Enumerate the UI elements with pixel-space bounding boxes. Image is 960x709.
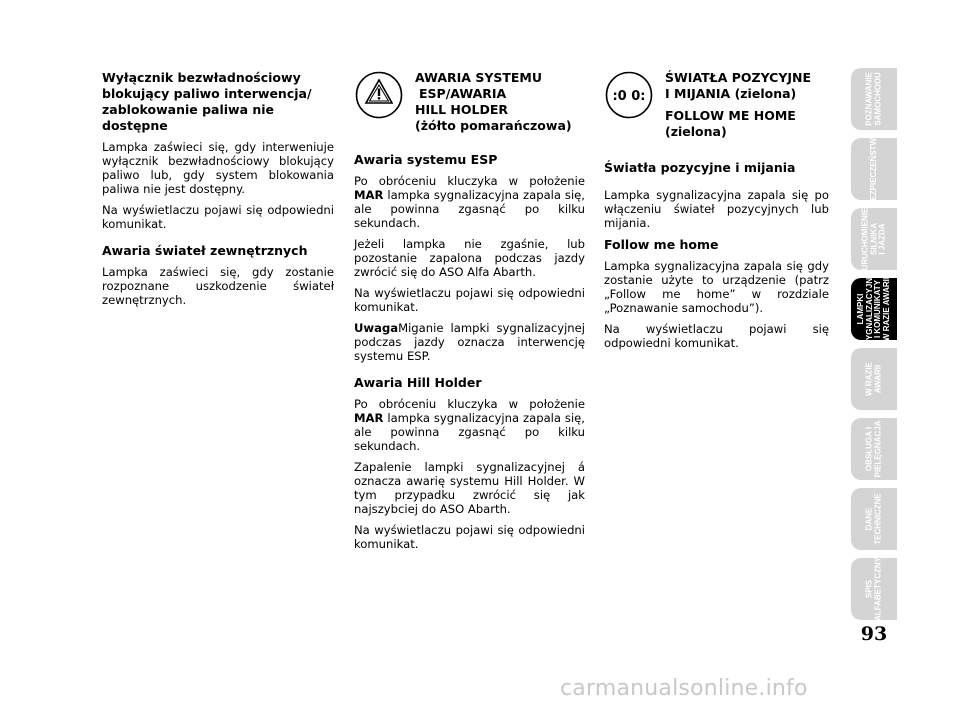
tab-w-razie-awarii[interactable] [851, 348, 897, 410]
paragraph: Lampka sygnalizacyjna zapala się po włączeniu świateł pozycyjnych lub mijania. [604, 188, 829, 230]
header-line [665, 86, 811, 102]
tab-spis[interactable] [851, 558, 897, 620]
paragraph: Na wyświetlaczu pojawi się odpowiedni komunikat. [354, 523, 585, 551]
paragraph [354, 397, 585, 453]
page-number: 93 [860, 623, 888, 645]
paragraph [354, 321, 585, 363]
tab-uruchomienie[interactable] [851, 208, 897, 270]
paragraph: Zapalenie lampki sygnalizacyjnej á oznacza awarię systemu Hill Holder. W tym przypadku zwrócić się jak najszybciej do ASO Abarth. [354, 460, 585, 516]
tab-label: DANE TECHNICZNE [864, 493, 882, 545]
text: I MIJANIA [665, 86, 731, 101]
keyword: MAR [354, 411, 384, 425]
header-line: HILL HOLDER [415, 102, 508, 117]
keyword: Uwaga [354, 321, 399, 335]
paragraph: Na wyświetlaczu pojawi się odpowiedni komunikat. [354, 286, 585, 314]
lights-header-title [665, 70, 811, 140]
tab-label: SPIS ALFABETYCZNY [864, 557, 882, 621]
lights-header [604, 70, 829, 148]
position-lights-icon [604, 70, 654, 120]
tab-label: W RAZIE AWARII [864, 362, 882, 396]
paragraph: Lampka zaświeci się, gdy interweniuje wyłącznik bezwładnościowy blokujący paliwo lub, gdy system blokowania paliwa nie jest dostępny. [102, 140, 334, 196]
header-line: (zielona) [665, 124, 727, 139]
tab-lampki[interactable] [851, 272, 897, 346]
header-line: AWARIA SYSTEMU [415, 70, 543, 85]
tab-label: OBSŁUGA I PIELĘGNACJA [864, 420, 882, 478]
tab-label: BEZPIECZEŃSTWO [868, 131, 878, 207]
paragraph: Lampka sygnalizacyjna zapala się gdy zostanie użyte to urządzenie (patrz „Follow me home” w rozdziale „Poznawanie samochodu”). [604, 259, 829, 315]
column-3 [604, 70, 829, 357]
esp-header [354, 70, 585, 140]
text: Miganie lampki sygnalizacyjnej podczas jazdy oznacza interwencję systemu ESP. [354, 321, 585, 363]
section-title-follow-me-home: Follow me home [604, 237, 719, 252]
section-title-hill-holder: Awaria Hill Holder [354, 375, 482, 390]
text: lampka sygnalizacyjna zapala się, ale powinna zgasnąć po kilku sekundach. [354, 188, 585, 230]
header-line: ŚWIATŁA POZYCYJNE [665, 70, 812, 85]
text: (zielona) [730, 86, 797, 101]
tab-label: POZNAWANIE SAMOCHODU [864, 72, 882, 126]
text: Po obróceniu kluczyka w położenie [354, 174, 585, 188]
section-title-esp: Awaria systemu ESP [354, 152, 498, 167]
section-title-fuel-cutoff: Wyłącznik bezwładnościowy blokujący paliwo interwencja/ zablokowanie paliwa nie dostępne [102, 70, 312, 133]
text: lampka sygnalizacyjna zapala się, ale powinna zgasnąć po kilku sekundach. [354, 411, 585, 453]
header-line: (żółto pomarańczowa) [415, 118, 572, 133]
tab-bezpieczenstwo[interactable] [851, 131, 897, 207]
watermark: carmanualsonline.info [560, 676, 808, 701]
column-1 [102, 70, 334, 314]
tab-label: LAMPKI SYGNALIZACYJNE I KOMUNIKATY W RAZIE AWARII [856, 272, 891, 346]
tab-dane[interactable] [851, 488, 897, 550]
paragraph: Jeżeli lampka nie zgaśnie, lub pozostanie zapalona podczas jazdy zwrócić się do ASO Alfa Abarth. [354, 237, 585, 279]
esp-header-title [415, 70, 572, 134]
paragraph: Na wyświetlaczu pojawi się odpowiedni komunikat. [604, 322, 829, 350]
section-title-lights: Światła pozycyjne i mijania [604, 160, 796, 175]
text: Po obróceniu kluczyka w położenie [354, 397, 585, 411]
paragraph: Lampka zaświeci się, gdy zostanie rozpoznane uszkodzenie świateł zewnętrznych. [102, 265, 334, 307]
warning-triangle-icon [354, 70, 404, 120]
keyword: MAR [354, 188, 384, 202]
column-2 [354, 70, 585, 558]
section-title-external-lights: Awaria świateł zewnętrznych [102, 243, 308, 258]
paragraph [354, 174, 585, 230]
svg-text::0 0:: :0 0: [612, 89, 646, 104]
header-line: ESP/AWARIA [419, 86, 507, 101]
tab-obsluga[interactable] [851, 418, 897, 480]
paragraph: Na wyświetlaczu pojawi się odpowiedni komunikat. [102, 203, 334, 231]
tab-poznawanie[interactable] [851, 68, 897, 130]
header-line: FOLLOW ME HOME [665, 108, 796, 123]
tab-label: URUCHOMIENIE SILNIKA I JAZDA [860, 207, 887, 271]
